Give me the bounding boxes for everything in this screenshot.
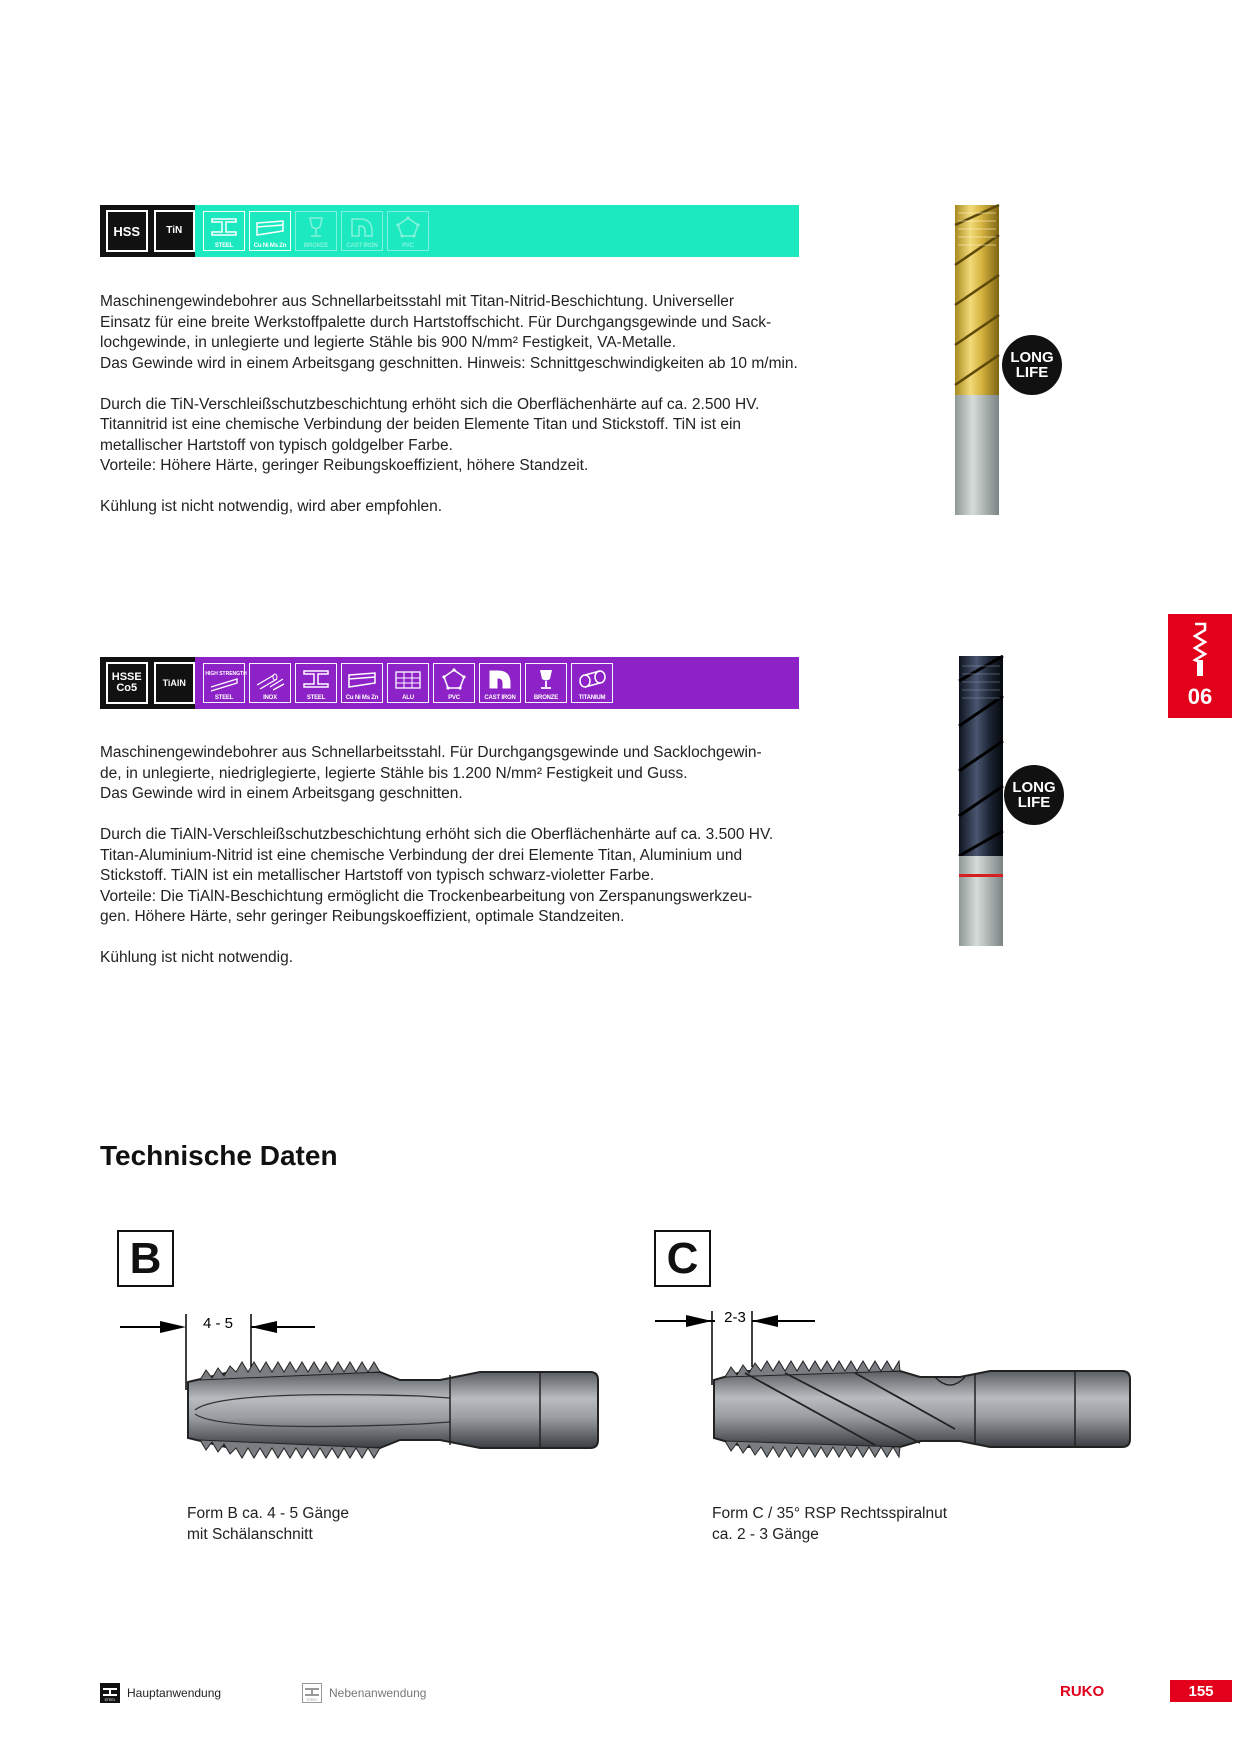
text-line: Vorteile: Höhere Härte, geringer Reibungskoeffizient, höhere Standzeit.: [100, 457, 589, 474]
material-high-strength-steel: [203, 663, 245, 703]
form-b-caption: [187, 1503, 349, 1545]
text-line: Einsatz für eine breite Werkstoffpalette durch Hartstoffschicht. Für Durchgangsgewinde und Sack-: [100, 313, 772, 331]
legend-secondary: [302, 1683, 426, 1703]
material-label: Cu Ni Ms Zn: [345, 695, 379, 701]
tin-badge: TiN: [154, 210, 196, 252]
longlife-line: LIFE: [1015, 364, 1049, 381]
cu-ni-ms-zn-icon: [346, 667, 378, 691]
form-b-label: B: [117, 1230, 174, 1287]
product2-badge-group: [100, 657, 195, 709]
text-line: metallischer Hartstoff von typisch goldgelber Farbe.: [100, 436, 453, 454]
material-bronze: [295, 211, 337, 251]
material-label: STEEL: [214, 695, 234, 701]
form-c-dimension: 2-3: [724, 1309, 746, 1326]
form-c-label: C: [654, 1230, 711, 1287]
longlife-badge: [1002, 335, 1062, 395]
material-steel: [203, 211, 245, 251]
legend-primary: [100, 1683, 221, 1703]
material-label: PVC: [402, 243, 414, 249]
material-label: CAST IRON: [346, 243, 378, 249]
steel-legend-icon: [100, 1683, 120, 1703]
steel-beam-icon: [208, 215, 240, 239]
legend-icon-label: STEEL: [306, 1698, 318, 1702]
material-bronze: [525, 663, 567, 703]
text-line: de, in unlegierte, niedriglegierte, legierte Stähle bis 1.200 N/mm² Festigkeit und Guss.: [100, 764, 688, 782]
cast-iron-icon: [346, 215, 378, 239]
material-label: PVC: [448, 695, 460, 701]
material-pvc: [387, 211, 429, 251]
badge-line: Co5: [116, 682, 138, 694]
text-line: Durch die TiN-Verschleißschutzbeschichtung erhöht sich die Oberflächenhärte auf ca. 2.500 HV.: [100, 395, 760, 413]
legend-primary-label: Hauptanwendung: [127, 1686, 222, 1700]
product2-description: [100, 743, 800, 969]
product1-badge-group: [100, 205, 195, 257]
material-steel: [295, 663, 337, 703]
cu-ni-ms-zn-icon: [254, 215, 286, 239]
product2-material-strip: [195, 657, 799, 709]
text-line: Das Gewinde wird in einem Arbeitsgang geschnitten.: [100, 785, 463, 802]
material-label: ALU: [402, 695, 414, 701]
hsse-co5-badge: [106, 662, 148, 704]
tin-tap-image: [950, 205, 1004, 515]
section-number: 06: [1187, 684, 1213, 709]
text-line: Das Gewinde wird in einem Arbeitsgang geschnitten. Hinweis: Schnittgeschwindigkeiten ab 10 m/min.: [100, 354, 798, 372]
material-cast-iron: [479, 663, 521, 703]
tialn-tap-image: [954, 656, 1008, 946]
material-alu: [387, 663, 429, 703]
legend-icon-label: STEEL: [104, 1698, 116, 1702]
text-line: Maschinengewindebohrer aus Schnellarbeitsstahl mit Titan-Nitrid-Beschichtung. Universeller: [100, 293, 735, 310]
bronze-icon: [300, 215, 332, 239]
cast-iron-icon: [484, 667, 516, 691]
text-line: gen. Höhere Härte, sehr geringer Reibungskoeffizient, optimale Standzeiten.: [100, 908, 625, 925]
section-heading: Technische Daten: [100, 1140, 338, 1171]
material-label: BRONZE: [303, 243, 329, 249]
legend-secondary-label: Nebenanwendung: [329, 1686, 427, 1700]
text-line: Titannitrid ist eine chemische Verbindung der beiden Elemente Titan und Stickstoff. TiN ist ein: [100, 416, 742, 433]
material-pvc: [433, 663, 475, 703]
page-number: 155: [1170, 1680, 1232, 1702]
high-strength-steel-icon: [205, 667, 247, 691]
high-strength-text: HIGH STRENGTH: [205, 671, 247, 677]
pvc-icon: [392, 215, 424, 239]
text-line: Vorteile: Die TiAlN-Beschichtung ermöglicht die Trockenbearbeitung von Zerspanungswerkzeu-: [100, 887, 753, 905]
material-cast-iron: [341, 211, 383, 251]
material-cu-ni-ms-zn: [341, 663, 383, 703]
text-line: Maschinengewindebohrer aus Schnellarbeitsstahl. Für Durchgangsgewinde und Sacklochgewin-: [100, 744, 762, 761]
text-line: Kühlung ist nicht notwendig.: [100, 949, 294, 966]
titanium-icon: [576, 667, 608, 691]
form-c-diagram: [655, 1305, 1135, 1475]
form-b-diagram: [120, 1310, 610, 1480]
caption-line: Form C / 35° RSP Rechtsspiralnut: [712, 1505, 948, 1522]
text-line: Durch die TiAlN-Verschleißschutzbeschichtung erhöht sich die Oberflächenhärte auf ca. 3.500 HV.: [100, 826, 774, 843]
steel-legend-icon-outline: [302, 1683, 322, 1703]
bronze-icon: [530, 667, 562, 691]
brand-logo: RUKO: [1060, 1683, 1105, 1700]
caption-line: Form B ca. 4 - 5 Gänge: [187, 1505, 349, 1522]
badge-line: HSSE: [111, 671, 142, 683]
inox-pipes-icon: [254, 667, 286, 691]
material-label: TITANIUM: [578, 695, 606, 701]
pvc-icon: [438, 667, 470, 691]
text-line: Kühlung ist nicht notwendig, wird aber empfohlen.: [100, 498, 443, 515]
form-c-caption: [712, 1503, 947, 1545]
text-line: Titan-Aluminium-Nitrid ist eine chemische Verbindung der drei Elemente Titan, Aluminium und: [100, 846, 743, 864]
material-titanium: [571, 663, 613, 703]
hss-badge: HSS: [106, 210, 148, 252]
alu-profile-icon: [392, 667, 424, 691]
caption-line: ca. 2 - 3 Gänge: [712, 1526, 819, 1543]
material-label: Cu Ni Ms Zn: [253, 243, 287, 249]
drill-icon: [1191, 622, 1209, 678]
longlife-badge: [1004, 765, 1064, 825]
caption-line: mit Schälanschnitt: [187, 1526, 313, 1543]
material-label: INOX: [263, 695, 277, 701]
product1-banner: [100, 205, 799, 257]
longlife-line: LONG: [1010, 349, 1054, 366]
material-label: BRONZE: [533, 695, 559, 701]
material-label: STEEL: [306, 695, 326, 701]
text-line: Stickstoff. TiAlN ist ein metallischer Hartstoff von typisch schwarz-violetter Farbe.: [100, 867, 655, 884]
material-label: STEEL: [214, 243, 234, 249]
steel-beam-icon: [300, 667, 332, 691]
form-b-dimension: 4 - 5: [202, 1315, 234, 1332]
tialn-badge: TiAlN: [154, 662, 196, 704]
section-tab[interactable]: [1168, 614, 1232, 718]
material-label: CAST IRON: [484, 695, 516, 701]
material-cu-ni-ms-zn: [249, 211, 291, 251]
longlife-line: LONG: [1012, 779, 1056, 796]
material-inox: [249, 663, 291, 703]
text-line: lochgewinde, in unlegierte und legierte Stähle bis 900 N/mm² Festigkeit, VA-Metalle.: [100, 334, 677, 351]
product1-description: [100, 292, 800, 518]
longlife-line: LIFE: [1017, 794, 1051, 811]
product2-banner: [100, 657, 799, 709]
product1-material-strip: [195, 205, 799, 257]
